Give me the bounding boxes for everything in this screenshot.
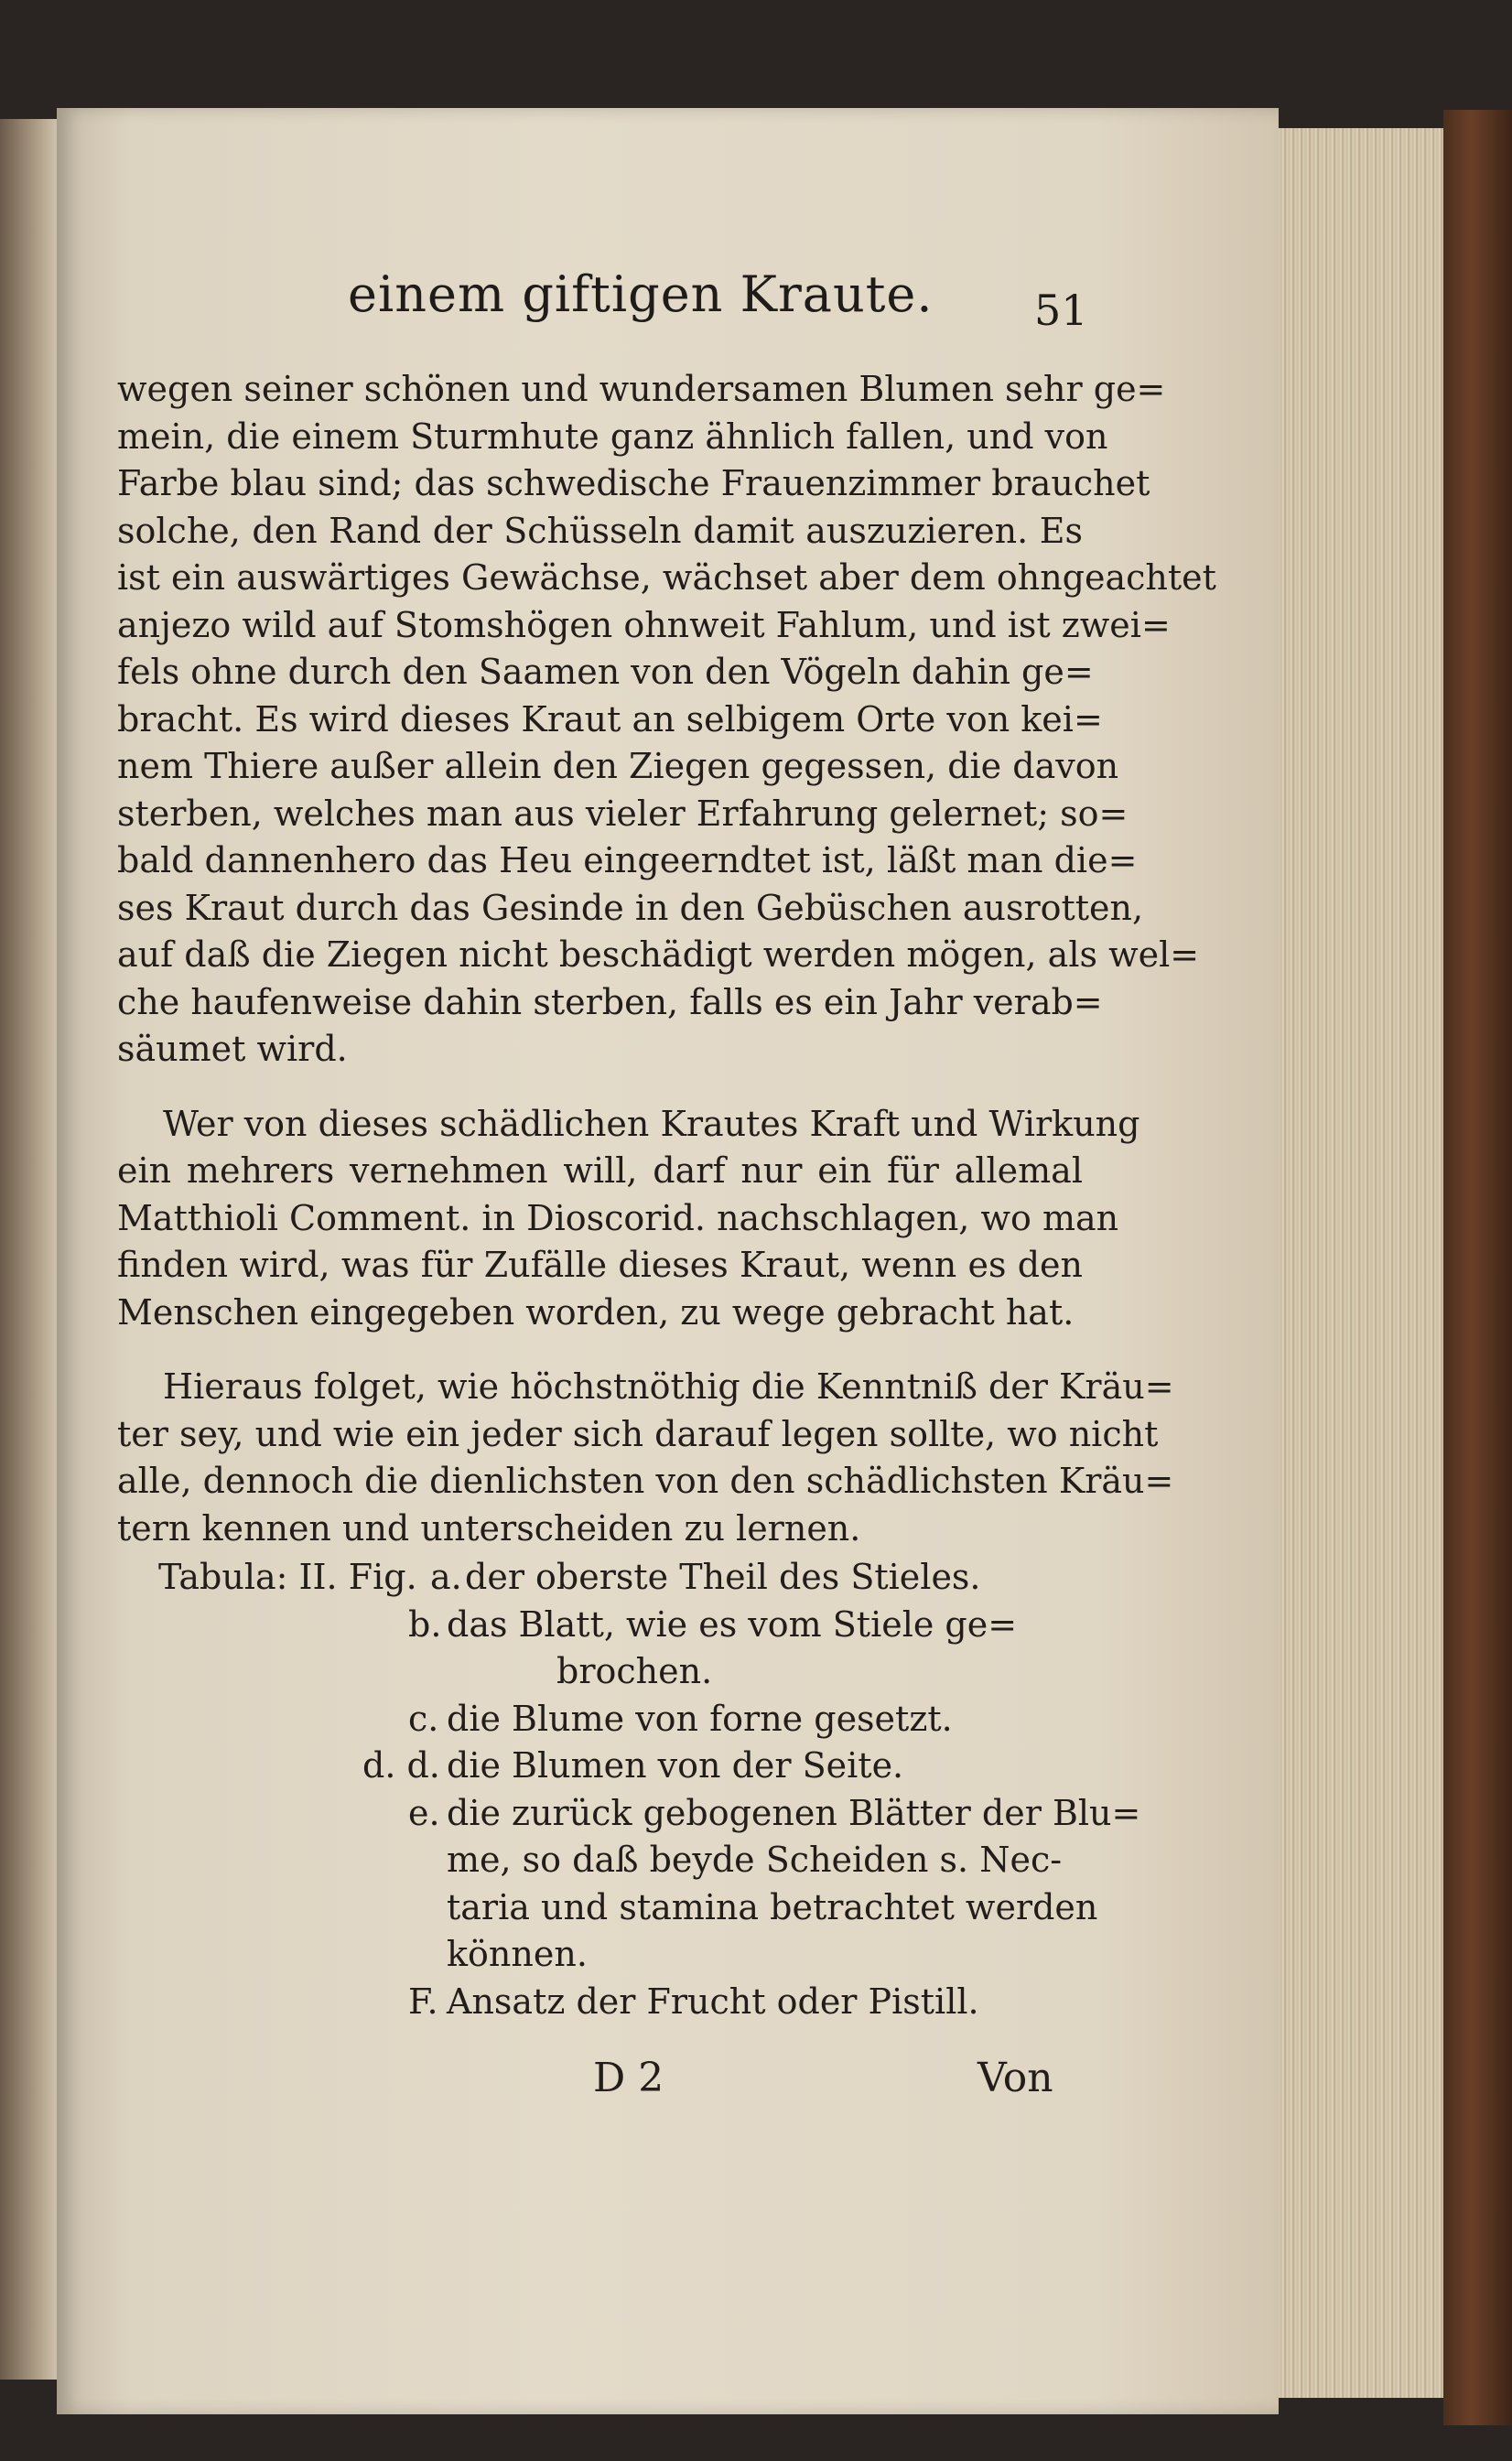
page-footer <box>117 2055 1083 2119</box>
legend-text: Ansatz der Frucht oder Pistill. <box>447 1981 979 2022</box>
paragraph-3 <box>117 1364 1174 1552</box>
legend-text: können. <box>447 1934 588 1974</box>
legend-label: Tabula: II. Fig. <box>158 1557 417 1597</box>
legend-row <box>117 1837 1083 1884</box>
figure-legend <box>117 1554 1141 2025</box>
legend-row <box>117 1602 1083 1649</box>
legend-row <box>117 1648 1083 1696</box>
legend-key: e. <box>408 1792 440 1833</box>
legend-text: die Blume von forne gesetzt. <box>447 1698 953 1739</box>
page-edges <box>1279 128 1443 2398</box>
body-text <box>117 366 1216 2025</box>
text-line: Farbe blau sind; das schwedische Frauenzimmer brauchet <box>117 463 1150 503</box>
paragraph-1 <box>117 366 1216 1074</box>
catchword: Von <box>977 2055 1053 2101</box>
text-line: che haufenweise dahin sterben, falls es ein Jahr verab= <box>117 981 1103 1022</box>
text-line: fels ohne durch den Saamen von den Vögeln dahin ge= <box>117 652 1094 692</box>
legend-text: taria und stamina betrachtet werden <box>447 1886 1098 1927</box>
text-line: tern kennen und unterscheiden zu lernen. <box>117 1507 861 1549</box>
legend-row <box>117 1743 1083 1790</box>
legend-key: c. <box>408 1698 439 1739</box>
legend-text: der oberste Theil des Stieles. <box>465 1557 981 1597</box>
text-line: auf daß die Ziegen nicht beschädigt werden mögen, als wel= <box>117 934 1200 975</box>
previous-page-edge <box>0 119 57 2380</box>
paragraph-2 <box>117 1101 1140 1337</box>
text-line: bracht. Es wird dieses Kraut an selbigem Orte von kei= <box>117 698 1103 739</box>
legend-key: a. <box>430 1557 462 1597</box>
text-line: ses Kraut durch das Gesinde in den Gebüschen ausrotten, <box>117 887 1144 928</box>
running-title: einem giftigen Kraute. <box>348 265 934 323</box>
legend-row <box>117 1884 1098 1932</box>
text-line: säumet wird. <box>117 1029 348 1069</box>
text-line: anjezo wild auf Stomshögen ohnweit Fahlum, und ist zwei= <box>117 604 1171 645</box>
text-line: Wer von dieses schädlichen Krautes Kraft und Wirkung <box>163 1103 1140 1144</box>
page-number: 51 <box>1034 286 1088 335</box>
text-line: wegen seiner schönen und wundersamen Blumen sehr ge= <box>117 369 1166 409</box>
text-line: ein mehrers vernehmen will, darf nur ein für allemal <box>117 1150 1083 1191</box>
legend-key: d. d. <box>362 1745 440 1786</box>
text-line: sterben, welches man aus vieler Erfahrung gelernet; so= <box>117 793 1129 834</box>
legend-row <box>117 1790 1141 1838</box>
text-line: finden wird, was für Zufälle dieses Kraut, wenn es den <box>117 1245 1083 1285</box>
legend-text: das Blatt, wie es vom Stiele ge= <box>447 1603 1018 1645</box>
legend-text: brochen. <box>556 1651 713 1691</box>
text-line: Hieraus folget, wie höchstnöthig die Kenntniß der Kräu= <box>163 1366 1174 1407</box>
legend-text: die zurück gebogenen Blätter der Blu= <box>447 1792 1141 1833</box>
text-line: ist ein auswärtiges Gewächse, wächset aber dem ohngeachtet <box>117 557 1216 598</box>
text-line: bald dannenhero das Heu eingeerndtet ist, läßt man die= <box>117 840 1138 880</box>
legend-row <box>117 1931 1083 1979</box>
text-line: alle, dennoch die dienlichsten von den schädlichsten Kräu= <box>117 1461 1174 1501</box>
legend-text: die Blumen von der Seite. <box>447 1745 904 1786</box>
legend-key: F. <box>408 1981 438 2022</box>
book-cover-edge <box>1443 110 1512 2425</box>
text-line: Matthioli Comment. in Dioscorid. nachschlagen, wo man <box>117 1197 1119 1238</box>
text-line: Menschen eingegeben worden, zu wege gebracht hat. <box>117 1291 1075 1333</box>
text-line: ter sey, und wie ein jeder sich darauf legen sollte, wo nicht <box>117 1413 1159 1454</box>
legend-row <box>117 1554 1083 1602</box>
legend-row <box>117 1696 1083 1743</box>
text-line: mein, die einem Sturmhute ganz ähnlich fallen, und von <box>117 416 1108 457</box>
signature-mark: D 2 <box>593 2055 664 2101</box>
legend-key: b. <box>408 1603 442 1645</box>
text-line: solche, den Rand der Schüsseln damit auszuzieren. Es <box>117 510 1083 551</box>
legend-row <box>117 1979 1083 2026</box>
page-header <box>348 265 1098 348</box>
text-line: nem Thiere außer allein den Ziegen gegessen, die davon <box>117 746 1119 786</box>
legend-text: me, so daß beyde Scheiden s. Nec- <box>447 1840 1063 1880</box>
